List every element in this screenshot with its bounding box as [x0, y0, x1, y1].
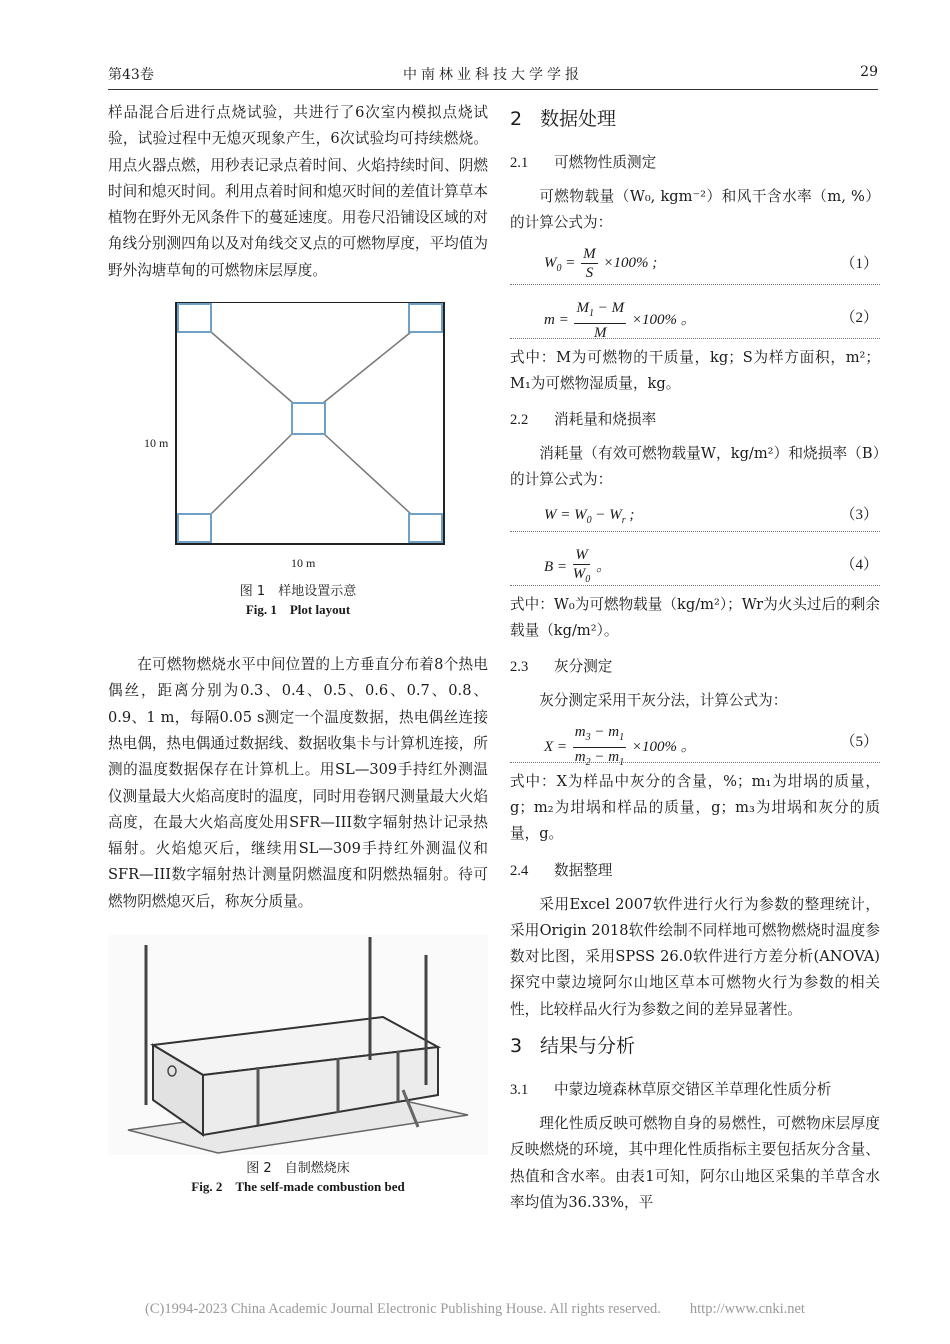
equation-5: X = $\frac{m_3 - m_1}{m_2 - m_1}$ ×100% 。 （5） [510, 715, 880, 763]
volume-label: 第43卷 [108, 67, 154, 83]
right-column [510, 100, 880, 1216]
copyright-footer: (C)1994-2023 China Academic Journal Electronic Publishing House. All rights reserved. http://www.cnki.net [145, 1301, 805, 1317]
paragraph-2-1-notes: 式中：M为可燃物的干质量，kg；S为样方面积，m²；M₁为可燃物湿质量，kg。 [510, 348, 880, 392]
fig1-caption-cn: 图 1 样地设置示意 [239, 584, 357, 600]
journal-title: 中南林业科技大学学报 [403, 67, 583, 83]
equation-4: B = $\frac{W}{W_0}$ 。 （4） [510, 538, 880, 586]
section-heading-2-3: 2.3 灰分测定 [510, 658, 613, 676]
paragraph-thermocouple: 在可燃物燃烧水平中间位置的上方垂直分布着8个热电偶丝，距离分别为0.3、0.4、0.5、0.6、0.7、0.8、0.9、1 m，每隔0.05 s测定一个温度数据，热电偶丝连接热电偶，热电偶通过数据线、数据收集卡与计算机连接，所测的温度数据保存在计算机上。用SL—309手持红外测温仪测量最大火焰高度时的温度，同时用卷钢尺测量最大火焰高度，在最大火焰高度处用SFR—III数字辐射热计记录热辐射。火焰熄灭后，继续用SL—309手持红外测温仪和SFR—III数字辐射热计测量阴燃温度和阴燃热辐射。待可燃物阴燃熄灭后，称灰分质量。 [108, 656, 488, 910]
figure-plot-layout [108, 302, 488, 632]
page-number: 29 [860, 64, 878, 80]
paragraph-2-1: 可燃物载量（W₀, kgm⁻²）和风干含水率（m, %）的计算公式为： [510, 188, 880, 232]
section-heading-3: 3 结果与分析 [510, 1035, 636, 1058]
running-header [108, 64, 878, 88]
paragraph-2-2-notes: 式中：W₀为可燃物载量（kg/m²）；Wr为火头过后的剩余载量（kg/m²）。 [510, 595, 880, 640]
label-width: 10 m [291, 556, 316, 571]
equation-1: $W_0$ = $\frac{M}{S}$ ×100% ; （1） [510, 237, 880, 285]
label-height: 10 m [144, 436, 169, 451]
section-heading-2-4: 2.4 数据整理 [510, 861, 613, 879]
section-heading-3-1: 3.1 中蒙边境森林草原交错区羊草理化性质分析 [510, 1081, 832, 1099]
combustion-bed-photo [108, 935, 488, 1155]
section-heading-2-2: 2.2 消耗量和烧损率 [510, 411, 657, 429]
fig2-caption-cn: 图 2 自制燃烧床 [246, 1161, 350, 1177]
paragraph-method: 样品混合后进行点烧试验，共进行了6次室内模拟点烧试验，试验过程中无熄灭现象产生，6次试验均可持续燃烧。用点火器点燃，用秒表记录点着时间、火焰持续时间、阴燃时间和熄灭时间。利用点着时间和熄灭时间的差值计算草本植物在野外无风条件下的蔓延速度。用卷尺沿铺设区域的对角线分别测四角以及对角线交叉点的可燃物厚度，平均值为野外沟塘草甸的可燃物床层厚度。 [108, 104, 488, 279]
section-heading-2-1: 2.1 可燃物性质测定 [510, 154, 657, 171]
paragraph-2-2: 消耗量（有效可燃物载量W，kg/m²）和烧损率（B）的计算公式为： [510, 445, 880, 489]
section-heading-2: 2 数据处理 [510, 108, 617, 130]
fig2-caption-en: Fig. 2 The self-made combustion bed [191, 1179, 405, 1195]
paragraph-3-1: 理化性质反映可燃物自身的易燃性，可燃物床层厚度反映燃烧的环境，其中理化性质指标主要包括灰分含量、热值和含水率。由表1可知，阿尔山地区采集的羊草含水率均值为36.33%，平 [510, 1115, 880, 1211]
equation-3: $W = W_0 - W_r$ ; （3） [510, 494, 880, 532]
paragraph-2-3: 灰分测定采用干灰分法，计算公式为： [539, 692, 788, 710]
paragraph-2-3-notes: 式中：X为样品中灰分的含量，%；m₁为坩埚的质量，g；m₂为坩埚和样品的质量，g；m₃为坩埚和灰分的质量，g。 [510, 772, 880, 843]
figure-combustion-bed [108, 935, 488, 1195]
left-column [108, 100, 488, 1195]
fig1-caption-en: Fig. 1 Plot layout [245, 602, 351, 618]
equation-2: m = $\frac{M_1 - M}{M}$ ×100% 。 （2） [510, 291, 880, 339]
paragraph-2-4: 采用Excel 2007软件进行火行为参数的整理统计，采用Origin 2018软件绘制不同样地可燃物燃烧时温度参数对比图，采用SPSS 26.0软件进行方差分析(ANOVA)探究中蒙边境阿尔山地区草本可燃物火行为参数的相关性，比较样品火行为参数之间的差异显著性。 [510, 895, 880, 1018]
header-divider [108, 89, 878, 90]
